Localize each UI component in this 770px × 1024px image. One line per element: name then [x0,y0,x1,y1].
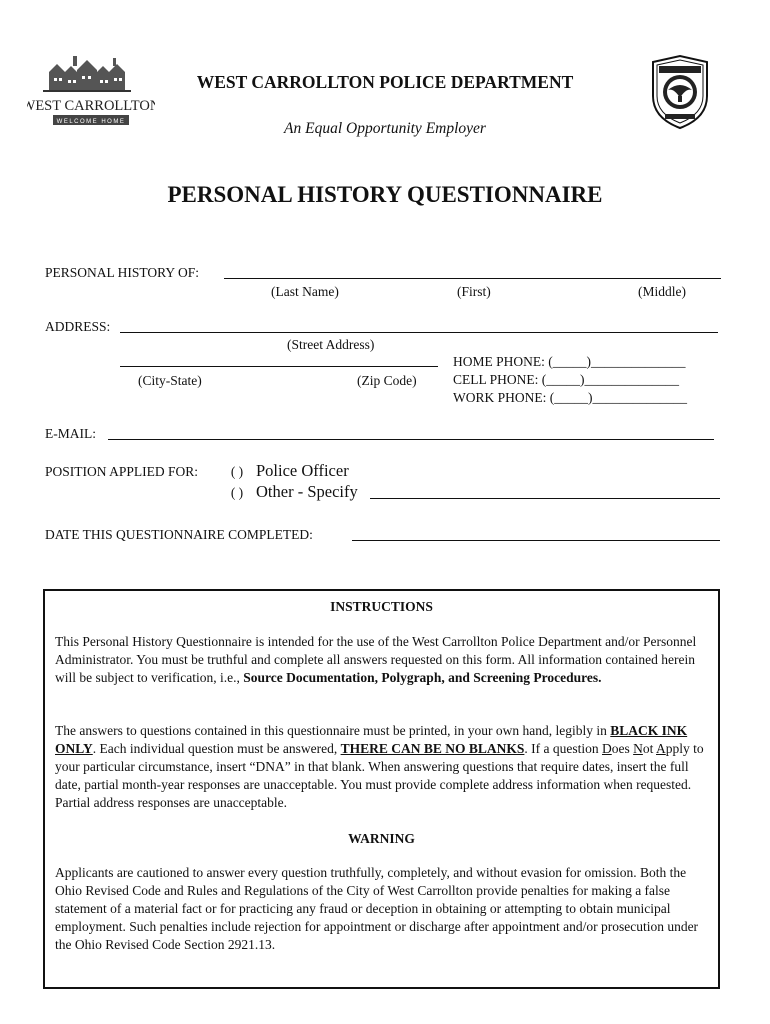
home-phone-field[interactable]: HOME PHONE: (_____)______________ [453,354,686,369]
police-officer-checkbox[interactable]: ( ) [230,464,244,479]
first-name-caption: (First) [457,284,491,299]
police-officer-label: Police Officer [256,461,349,480]
warning-heading: WARNING [348,831,415,846]
email-field[interactable] [108,439,714,440]
cell-phone-field[interactable]: CELL PHONE: (_____)______________ [453,372,679,387]
logo-wordmark: WEST CARROLLTON [27,98,155,114]
employer-note: An Equal Opportunity Employer [284,120,486,137]
position-label: POSITION APPLIED FOR: [45,464,199,479]
middle-name-caption: (Middle) [638,284,686,299]
other-specify-field[interactable] [370,498,720,499]
logo-tagline: WELCOME HOME [56,119,126,125]
instructions-heading: INSTRUCTIONS [330,599,433,614]
zip-caption: (Zip Code) [357,373,417,388]
last-name-caption: (Last Name) [271,284,339,299]
warning-paragraph: Applicants are cautioned to answer every question truthfully, completely, and without evasion for omission. Both the Ohio Revised Code and Rules and Regulations of the City of West Carrollton provide penalties for making a false statement of a material fact or for practicing any fraud or deception in obtaining or attempting to obtain municipal employment. Such penalties include rejection for appointment or discharge after appointment and/or prosecution under the Ohio Revised Code Section 2921.13. [55,865,699,952]
address-label: ADDRESS: [45,319,111,334]
city-state-caption: (City-State) [138,373,202,388]
date-completed-field[interactable] [352,540,720,541]
street-caption: (Street Address) [287,337,375,352]
work-phone-field[interactable]: WORK PHONE: (_____)______________ [453,390,687,405]
other-checkbox[interactable]: ( ) [230,485,244,500]
history-label: PERSONAL HISTORY OF: [45,265,200,280]
page-title: PERSONAL HISTORY QUESTIONNAIRE [167,182,603,207]
instructions-paragraph-2: The answers to questions contained in this questionnaire must be printed, in your own hand, legibly in BLACK INK ONLY. Each individual question must be answered, THERE CAN BE NO BLANKS. If a question Does Not Apply to your particular circumstance, insert “DNA” in that blank. When answering questions that require dates, insert the full date, partial month-year responses are unacceptable. You must provide complete address information when requested. Partial address responses are unacceptable. [55,723,704,810]
name-field[interactable] [224,278,721,279]
street-address-field[interactable] [120,332,718,333]
department-name: WEST CARROLLTON POLICE DEPARTMENT [196,72,574,92]
email-label: E-MAIL: [45,426,96,441]
other-label: Other - Specify [256,482,358,501]
date-completed-label: DATE THIS QUESTIONNAIRE COMPLETED: [45,527,313,542]
instructions-paragraph-1: This Personal History Questionnaire is intended for the use of the West Carrollton Police Department and/or Personnel Administrator. You must be truthful and complete all answers requested on this form. All information contained herein will be subject to verification, i.e., Source Documentation, Polygraph, and Screening Procedures. [55,634,697,685]
instructions-box [43,589,720,989]
city-state-zip-field[interactable] [120,366,438,367]
